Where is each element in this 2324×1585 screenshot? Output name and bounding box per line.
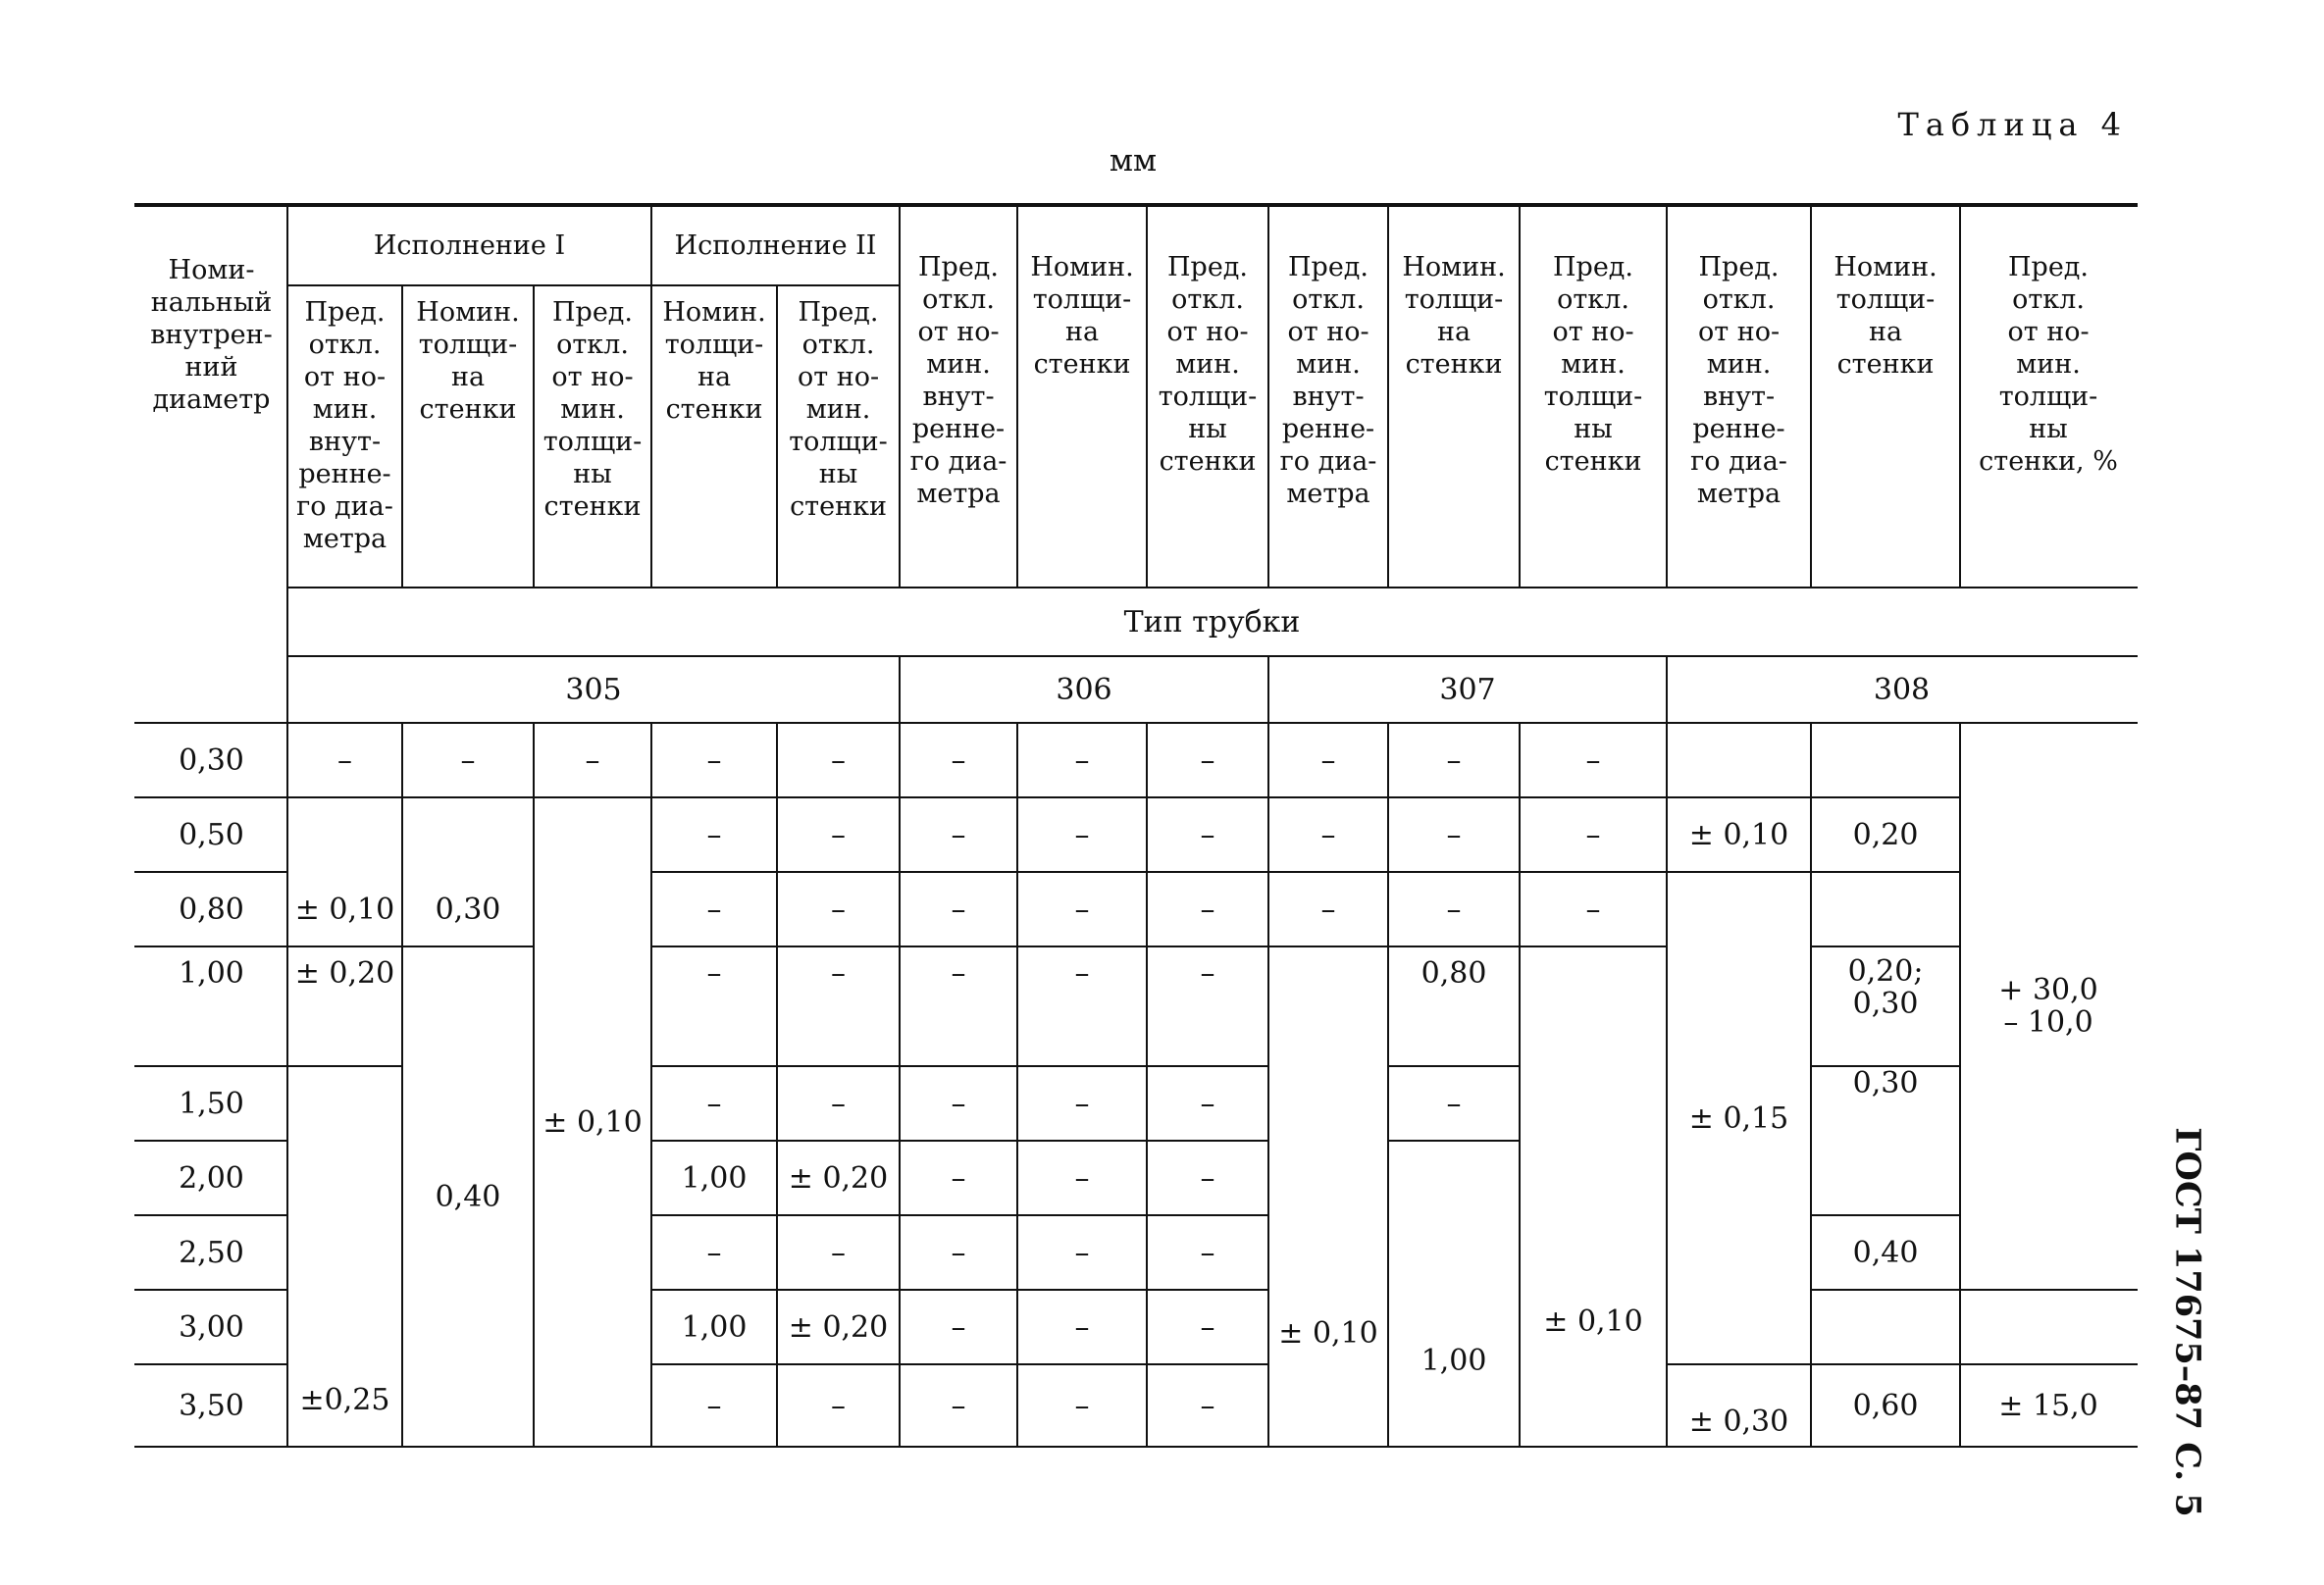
cell: – xyxy=(1520,797,1667,872)
cell xyxy=(1811,723,1960,797)
cell-i-nom-030: 0,30 xyxy=(402,797,534,946)
cell: – xyxy=(900,1290,1017,1364)
header-308-nom-wall: Номин. толщи- на стенки xyxy=(1811,205,1960,588)
cell: – xyxy=(777,1364,900,1447)
cell: – xyxy=(1388,1066,1520,1141)
header-nominal-diameter: Номи- нальный внутрен- ний диаметр xyxy=(135,205,287,588)
cell: – xyxy=(900,1141,1017,1215)
cell: – xyxy=(900,1215,1017,1290)
cell-308-pct-2: ± 15,0 xyxy=(1960,1364,2137,1447)
cell: – xyxy=(651,1215,777,1290)
cell: – xyxy=(1268,872,1388,946)
unit-label: мм xyxy=(1109,143,1158,179)
header-type-308: 308 xyxy=(1667,656,2137,723)
header-308-dev-wall-pct: Пред. откл. от но- мин. толщи- ны стенки, % xyxy=(1960,205,2137,588)
cell: – xyxy=(534,723,651,797)
cell: – xyxy=(1017,1290,1147,1364)
cell-308-dev-030: ± 0,30 xyxy=(1667,1364,1811,1447)
cell: – xyxy=(777,723,900,797)
cell: – xyxy=(1017,946,1147,1066)
cell: – xyxy=(651,1364,777,1447)
cell-ii-nom-100: 1,00 xyxy=(651,1141,777,1215)
row-label: 0,80 xyxy=(135,872,287,946)
cell: – xyxy=(900,797,1017,872)
header-exec2-dev-wall: Пред. откл. от но- мин. толщи- ны стенки xyxy=(777,285,900,588)
cell-i-dev-020: ± 0,20 xyxy=(287,946,402,1066)
cell: – xyxy=(777,1215,900,1290)
cell: – xyxy=(287,723,402,797)
cell: – xyxy=(777,797,900,872)
cell-ii-dev-020: ± 0,20 xyxy=(777,1141,900,1215)
row-label: 2,00 xyxy=(135,1141,287,1215)
cell: – xyxy=(1268,797,1388,872)
cell-308-nom-020-030: 0,20; 0,30 xyxy=(1811,946,1960,1066)
header-306-dev-diam: Пред. откл. от но- мин. внут- ренне- го диа- метра xyxy=(900,205,1017,588)
cell: – xyxy=(777,872,900,946)
header-type-307: 307 xyxy=(1268,656,1667,723)
row-label: 1,50 xyxy=(135,1066,287,1141)
cell xyxy=(1811,1290,1960,1364)
cell-307-wall: ± 0,10 xyxy=(1520,946,1667,1447)
cell-i-dev-025: ±0,25 xyxy=(287,1066,402,1447)
cell: – xyxy=(900,946,1017,1066)
cell-i-nom-040: 0,40 xyxy=(402,946,534,1447)
cell: – xyxy=(651,1066,777,1141)
cell: – xyxy=(900,723,1017,797)
cell: – xyxy=(1017,872,1147,946)
cell: – xyxy=(900,1364,1017,1447)
cell-307-nom-100: 1,00 xyxy=(1388,1141,1520,1447)
cell: – xyxy=(1268,723,1388,797)
cell: – xyxy=(1147,797,1268,872)
cell-308-dev-015: ± 0,15 xyxy=(1667,872,1811,1364)
cell xyxy=(1811,872,1960,946)
cell: – xyxy=(1147,1290,1268,1364)
header-blank-2 xyxy=(135,656,287,723)
cell-307-nom-080: 0,80 xyxy=(1388,946,1520,1066)
cell: – xyxy=(1520,723,1667,797)
cell: – xyxy=(651,872,777,946)
cell-ii-dev-020-b: ± 0,20 xyxy=(777,1290,900,1364)
header-exec1-nom-wall: Номин. толщи- на стенки xyxy=(402,285,534,588)
cell-i-wall-010: ± 0,10 xyxy=(534,797,651,1447)
cell-308-nom-040: 0,40 xyxy=(1811,1215,1960,1290)
cell: – xyxy=(1147,723,1268,797)
cell: – xyxy=(1017,1364,1147,1447)
cell-307-dev: ± 0,10 xyxy=(1268,946,1388,1447)
row-label: 0,30 xyxy=(135,723,287,797)
header-blank xyxy=(135,588,287,656)
header-tube-type: Тип трубки xyxy=(287,588,2137,656)
header-308-dev-diam: Пред. откл. от но- мин. внут- ренне- го диа- метра xyxy=(1667,205,1811,588)
data-table xyxy=(134,203,2138,1448)
cell: – xyxy=(1017,723,1147,797)
cell-308-nom-060: 0,60 xyxy=(1811,1364,1960,1447)
cell: – xyxy=(402,723,534,797)
cell: – xyxy=(900,1066,1017,1141)
cell: – xyxy=(1017,797,1147,872)
cell-308-nom-030: 0,30 xyxy=(1811,1066,1960,1215)
cell: – xyxy=(900,872,1017,946)
table-caption: Таблица 4 xyxy=(1897,106,2128,143)
header-exec2: Исполнение II xyxy=(651,205,900,285)
row-label: 1,00 xyxy=(135,946,287,1066)
side-label-text: ГОСТ 17675–87 С. 5 xyxy=(2167,1127,2208,1517)
header-306-nom-wall: Номин. толщи- на стенки xyxy=(1017,205,1147,588)
cell: – xyxy=(651,723,777,797)
cell: – xyxy=(1388,723,1520,797)
cell: – xyxy=(1520,872,1667,946)
cell: – xyxy=(777,946,900,1066)
row-label: 3,50 xyxy=(135,1364,287,1447)
cell xyxy=(1667,723,1811,797)
cell-308-pct-1: + 30,0 – 10,0 xyxy=(1960,723,2137,1290)
cell-308-nom-020: 0,20 xyxy=(1811,797,1960,872)
header-exec1-dev-diam: Пред. откл. от но- мин. внут- ренне- го диа- метра xyxy=(287,285,402,588)
cell-308-dev-010: ± 0,10 xyxy=(1667,797,1811,872)
cell: – xyxy=(1388,872,1520,946)
cell: – xyxy=(1147,1364,1268,1447)
side-label xyxy=(2143,1116,2232,1528)
header-307-nom-wall: Номин. толщи- на стенки xyxy=(1388,205,1520,588)
header-exec2-nom-wall: Номин. толщи- на стенки xyxy=(651,285,777,588)
cell-ii-nom-100-b: 1,00 xyxy=(651,1290,777,1364)
row-label: 0,50 xyxy=(135,797,287,872)
row-label: 2,50 xyxy=(135,1215,287,1290)
header-type-305: 305 xyxy=(287,656,900,723)
header-type-306: 306 xyxy=(900,656,1268,723)
cell-i-dev-010: ± 0,10 xyxy=(287,797,402,946)
cell: – xyxy=(651,797,777,872)
cell: – xyxy=(777,1066,900,1141)
header-exec1-dev-wall: Пред. откл. от но- мин. толщи- ны стенки xyxy=(534,285,651,588)
cell: – xyxy=(1147,1215,1268,1290)
cell: – xyxy=(1017,1141,1147,1215)
cell: – xyxy=(1147,1066,1268,1141)
cell: – xyxy=(1147,872,1268,946)
row-label: 3,00 xyxy=(135,1290,287,1364)
header-307-dev-wall: Пред. откл. от но- мин. толщи- ны стенки xyxy=(1520,205,1667,588)
header-306-dev-wall: Пред. откл. от но- мин. толщи- ны стенки xyxy=(1147,205,1268,588)
cell: – xyxy=(1147,946,1268,1066)
cell: – xyxy=(1147,1141,1268,1215)
cell: – xyxy=(1017,1066,1147,1141)
cell: – xyxy=(651,946,777,1066)
header-exec1: Исполнение I xyxy=(287,205,651,285)
header-307-dev-diam: Пред. откл. от но- мин. внут- ренне- го диа- метра xyxy=(1268,205,1388,588)
cell: – xyxy=(1017,1215,1147,1290)
cell: – xyxy=(1388,797,1520,872)
